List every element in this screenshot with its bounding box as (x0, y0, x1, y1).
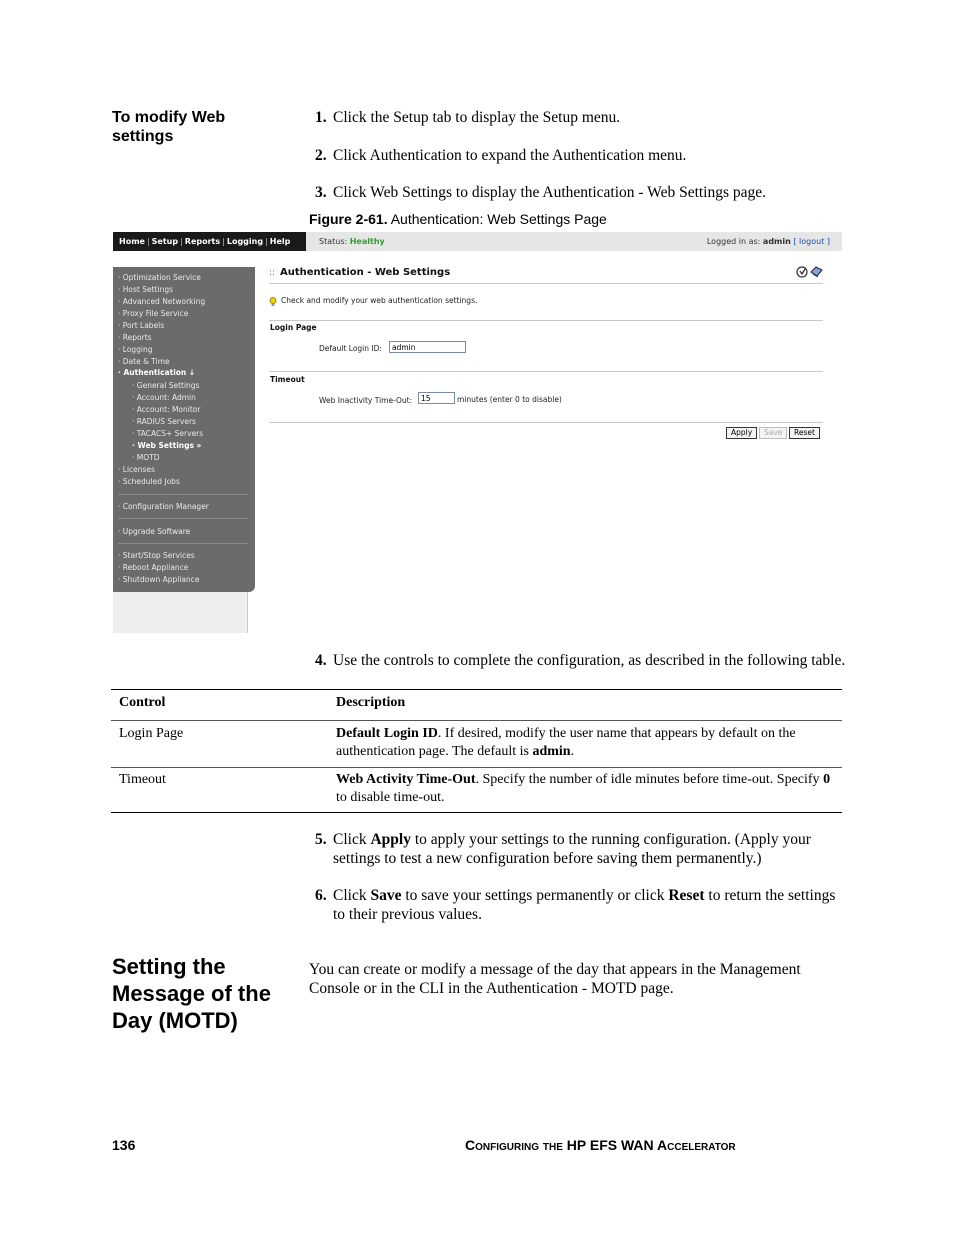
sidebar-item-account-admin[interactable]: · Account: Admin (132, 393, 196, 402)
step-number: 3. (315, 184, 327, 201)
help-icon[interactable] (796, 265, 808, 283)
hint-text: Check and modify your web authentication settings. (281, 296, 478, 305)
save-button[interactable]: Save (759, 427, 787, 439)
tab-help[interactable]: Help (269, 237, 291, 246)
section-heading-motd: Setting the Message of the Day (MOTD) (112, 954, 271, 1033)
step-6 (315, 886, 845, 926)
sidebar-item-reboot-appliance[interactable]: · Reboot Appliance (118, 563, 189, 572)
term: Web Activity Time-Out (336, 772, 476, 787)
lightbulb-icon (269, 294, 277, 312)
sidebar-item-web-settings[interactable]: · Web Settings » (132, 441, 202, 450)
sidebar-item-configuration-manager[interactable]: · Configuration Manager (118, 502, 209, 511)
table-cell-control: Timeout (119, 772, 166, 787)
tab-logging[interactable]: Logging (226, 237, 264, 246)
table-rule (111, 720, 842, 721)
sidebar-item-general-settings[interactable]: · General Settings (132, 381, 200, 390)
table-cell-description: Default Login ID. If desired, modify the user name that appears by default on the authentication page. The default is admin. (336, 726, 796, 759)
tab-setup[interactable]: Setup (151, 237, 179, 246)
default-login-label: Default Login ID: (319, 344, 382, 353)
step-text: Use the controls to complete the configuration, as described in the following table. (333, 652, 846, 669)
sidebar-footer (113, 592, 248, 633)
figure-caption-text: Authentication: Web Settings Page (390, 211, 607, 227)
sidebar-item-reports[interactable]: · Reports (118, 333, 152, 342)
sidebar-item-logging[interactable]: · Logging (118, 345, 153, 354)
step-number: 4. (315, 652, 327, 669)
step-number: 5. (315, 831, 327, 848)
step-text: Click Web Settings to display the Authentication - Web Settings page. (333, 184, 767, 201)
logged-in-label: Logged in as: (706, 237, 761, 246)
tab-home[interactable]: Home (119, 237, 145, 246)
procedure-heading: To modify Web settings (112, 109, 226, 145)
timeout-hint: minutes (enter 0 to disable) (457, 395, 562, 404)
step-4 (315, 651, 855, 670)
divider (269, 320, 823, 321)
table-rule (111, 689, 842, 690)
sidebar-item-proxy-file-service[interactable]: · Proxy File Service (118, 309, 189, 318)
reset-button[interactable]: Reset (789, 427, 820, 439)
main-tabs: Home | Setup | Reports | Logging | Help (113, 232, 306, 251)
sidebar (113, 267, 255, 592)
section-login-page: Login Page (270, 323, 317, 332)
step-text: Click Authentication to expand the Authentication menu. (333, 147, 687, 164)
step-5 (315, 830, 845, 870)
default-login-input[interactable]: admin (389, 341, 466, 353)
status-label: Status: (319, 237, 348, 246)
panel-title: Authentication - Web Settings (280, 267, 451, 278)
section-timeout: Timeout (270, 375, 305, 384)
divider (269, 422, 823, 423)
sidebar-item-start-stop-services[interactable]: · Start/Stop Services (118, 551, 195, 560)
table-rule (111, 767, 842, 768)
step-number: 1. (315, 109, 327, 126)
step-2 (315, 146, 845, 165)
page-number: 136 (112, 1137, 136, 1153)
figure-label: Figure 2-61. (309, 211, 388, 227)
sidebar-item-host-settings[interactable]: · Host Settings (118, 285, 173, 294)
table-header-control: Control (119, 695, 166, 710)
divider (269, 283, 823, 284)
divider (269, 371, 823, 372)
status-value: Healthy (349, 237, 385, 246)
apply-button[interactable]: Apply (726, 427, 757, 439)
sidebar-item-shutdown-appliance[interactable]: · Shutdown Appliance (118, 575, 200, 584)
table-rule (111, 812, 842, 813)
step-text: Click Save to save your settings permanently or click Reset to return the settings to their previous values. (333, 887, 836, 923)
sidebar-item-optimization-service[interactable]: · Optimization Service (118, 273, 201, 282)
step-text: Click the Setup tab to display the Setup menu. (333, 109, 621, 126)
sidebar-item-account-monitor[interactable]: · Account: Monitor (132, 405, 201, 414)
term: Default Login ID (336, 726, 438, 741)
table-cell-description: Web Activity Time-Out. Specify the number of idle minutes before time-out. Specify 0 to disable time-out. (336, 772, 831, 805)
step-number: 6. (315, 887, 327, 904)
step-3 (315, 183, 845, 202)
bullet-icon: :: (269, 268, 276, 278)
sidebar-item-licenses[interactable]: · Licenses (118, 465, 155, 474)
timeout-label: Web Inactivity Time-Out: (319, 396, 413, 405)
step-text: Click Apply to apply your settings to the running configuration. (Apply your settings to test a new configuration before saving them permanently.) (333, 831, 811, 867)
sidebar-item-tacacs-servers[interactable]: · TACACS+ Servers (132, 429, 204, 438)
sidebar-item-authentication[interactable]: · Authentication ↓ (118, 368, 196, 377)
web-settings-screenshot (113, 230, 842, 633)
sidebar-item-scheduled-jobs[interactable]: · Scheduled Jobs (118, 477, 180, 486)
sidebar-item-port-labels[interactable]: · Port Labels (118, 321, 165, 330)
sidebar-item-radius-servers[interactable]: · RADIUS Servers (132, 417, 196, 426)
sidebar-item-upgrade-software[interactable]: · Upgrade Software (118, 527, 191, 536)
running-footer-title: Configuring the HP EFS WAN Accelerator (465, 1137, 736, 1153)
figure-caption (309, 211, 607, 227)
login-info (707, 237, 830, 246)
logged-in-user: admin (762, 237, 791, 246)
print-icon[interactable] (810, 265, 823, 283)
status-indicator (319, 237, 385, 246)
sidebar-item-advanced-networking[interactable]: · Advanced Networking (118, 297, 206, 306)
logout-link[interactable]: [ logout ] (793, 237, 830, 246)
top-bar (113, 232, 842, 251)
step-number: 2. (315, 147, 327, 164)
step-1 (315, 108, 845, 127)
sidebar-divider (118, 518, 248, 519)
sidebar-divider (118, 543, 248, 544)
motd-paragraph: You can create or modify a message of the day that appears in the Management Console or in the CLI in the Authentication - MOTD page. (309, 961, 801, 997)
table-header-description: Description (336, 695, 406, 710)
sidebar-item-date-time[interactable]: · Date & Time (118, 357, 170, 366)
timeout-input[interactable]: 15 (418, 392, 455, 404)
table-cell-control: Login Page (119, 726, 184, 741)
tab-reports[interactable]: Reports (184, 237, 221, 246)
sidebar-item-motd[interactable]: · MOTD (132, 453, 160, 462)
sidebar-divider (118, 494, 248, 495)
